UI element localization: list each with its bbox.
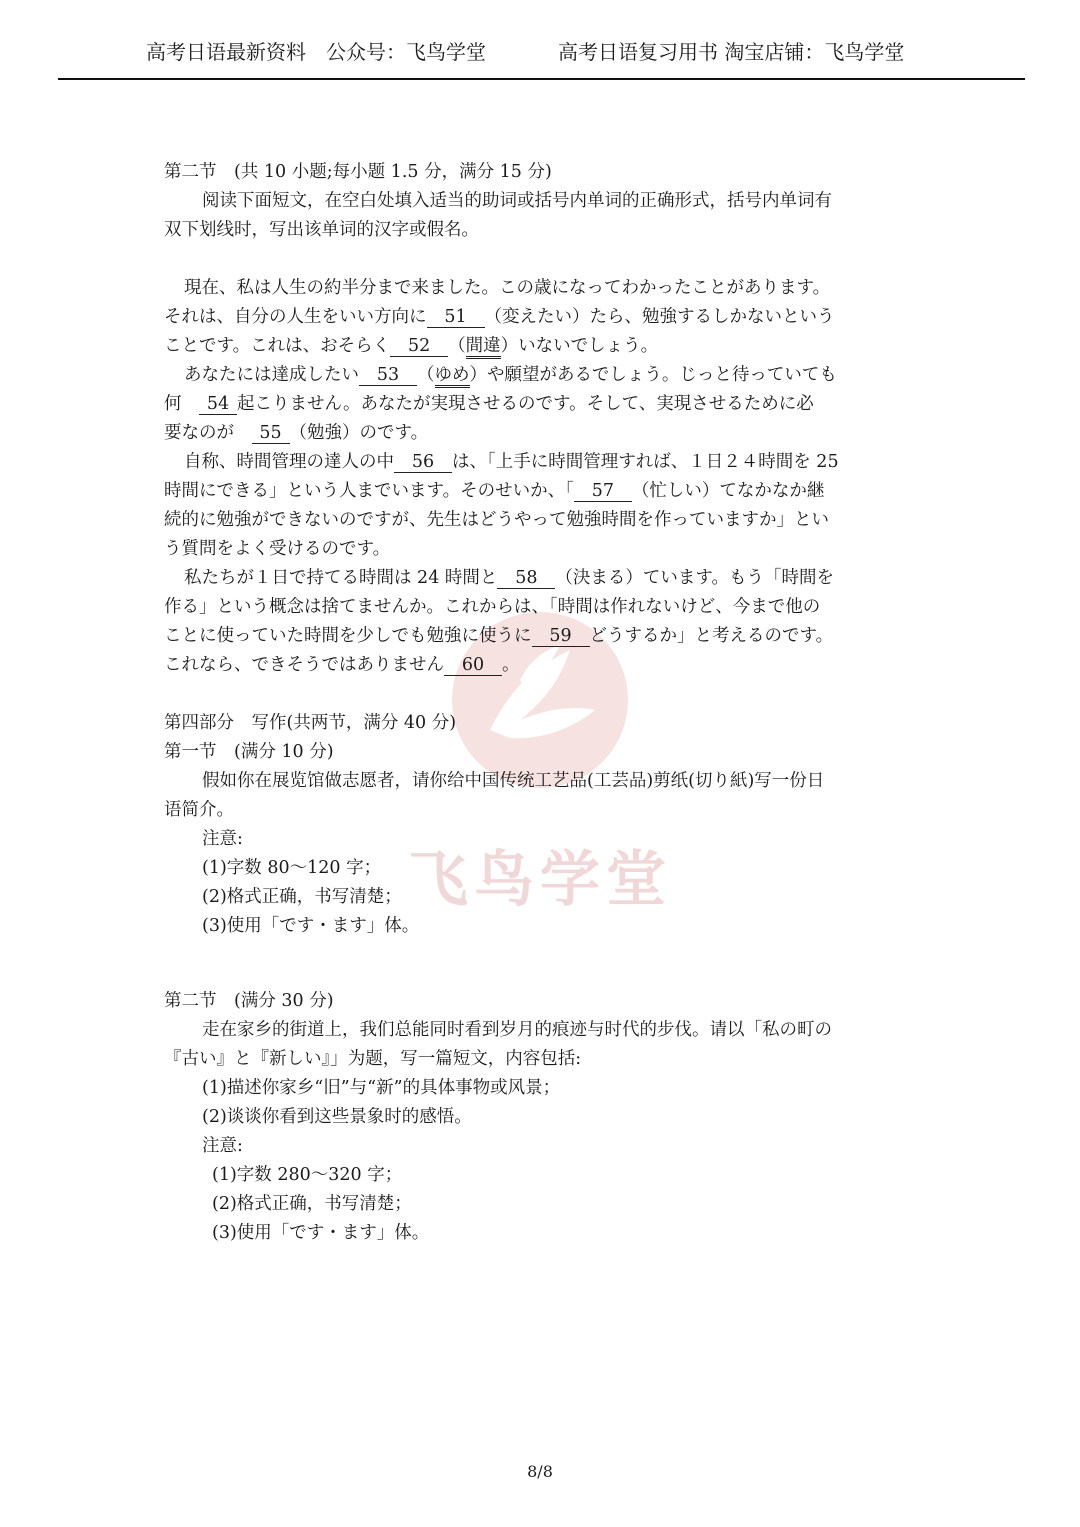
blank-53: 53 [359, 365, 417, 386]
section1-note-item: (1)字数 80～120 字； [202, 858, 382, 878]
section1-prompt-line1: 假如你在展览馆做志愿者，请你给中国传统工艺品(工芸品)剪纸(切り紙)写一份日 [202, 771, 825, 791]
header-right-text: 高考日语复习用书 淘宝店铺：飞鸟学堂 [558, 40, 905, 64]
page-number: 8/8 [527, 1462, 553, 1481]
blank-58: 58 [497, 568, 555, 589]
double-underlined-word: ゆめ [435, 365, 470, 388]
section1-note-label: 注意: [202, 829, 243, 849]
passage-line: 自称、時間管理の達人の中 56 は、「上手に時間管理すれば、１日２４時間を 25 [184, 452, 839, 472]
section2-note-label: 注意: [202, 1136, 243, 1156]
passage-line: 続的に勉強ができないのですが、先生はどうやって勉強時間を作っていますか」とい [164, 510, 829, 530]
blank-54: 54 [199, 394, 237, 415]
section2-note-item: (2)格式正确，书写清楚； [212, 1194, 412, 1214]
passage-line: 時間にできる」という人までいます。そのせいか、「 57 （忙しい）てなかなか継 [164, 481, 825, 501]
section2-note-item: (3)使用「です・ます」体。 [212, 1223, 430, 1243]
section1-prompt-line2: 语简介。 [164, 800, 234, 820]
blank-55: 55 [252, 423, 290, 444]
blank-60: 60 [444, 655, 502, 676]
part4-title: 第四部分 写作(共两节，满分 40 分) [164, 713, 457, 733]
section2-instruction-line1: 阅读下面短文，在空白处填入适当的助词或括号内单词的正确形式，括号内单词有 [202, 191, 832, 211]
blank-59: 59 [532, 626, 590, 647]
passage-line: 私たちが１日で持てる時間は 24 時間と 58 （決まる）ています。もう「時間を [184, 568, 835, 588]
section2-prompt-line2: 『古い』と『新しい』」为题，写一篇短文，内容包括: [164, 1049, 582, 1069]
blank-56: 56 [394, 452, 452, 473]
section2-prompt-line1: 走在家乡的街道上，我们总能同时看到岁月的痕迹与时代的步伐。请以「私の町の [202, 1020, 832, 1040]
passage-line: それは、自分の人生をいい方向に 51 （変えたい）たら、勉強するしかないという [164, 307, 835, 327]
blank-51: 51 [427, 307, 485, 328]
passage-line: これなら、できそうではありません 60 。 [164, 655, 520, 675]
blank-57: 57 [574, 481, 632, 502]
section2-content-item: (2)谈谈你看到这些景象时的感悟。 [202, 1107, 472, 1127]
watermark-text: 飞鸟学堂 [408, 845, 672, 915]
blank-52: 52 [390, 336, 448, 357]
passage-line: ことです。これは、おそらく 52 （間違）いないでしょう。 [164, 332, 919, 361]
page-header [58, 36, 1025, 80]
passage-line: 何 54 起こりません。あなたが実現させるのです。そして、実現させるために必 [164, 394, 814, 414]
passage-line: ことに使っていた時間を少しでも勉強に使うに 59 どうするか」と考えるのです。 [164, 626, 834, 646]
double-underlined-word: 間違 [466, 336, 501, 359]
document-body [164, 158, 919, 1248]
section1-note-item: (3)使用「です・ます」体。 [202, 916, 420, 936]
part4-section1-title: 第一节 (满分 10 分) [164, 742, 334, 762]
passage-line: 現在、私は人生の約半分まで来ました。この歳になってわかったことがあります。 [184, 278, 831, 298]
section2-content-item: (1)描述你家乡“旧”与“新”的具体事物或风景； [202, 1078, 561, 1098]
part4-section2-title: 第二节 (满分 30 分) [164, 991, 334, 1011]
passage-line: う質問をよく受けるのです。 [164, 539, 391, 559]
section2-title: 第二节 (共 10 小题;每小题 1.5 分，满分 15 分) [164, 162, 552, 182]
header-left-text: 高考日语最新资料 公众号：飞鸟学堂 [146, 40, 486, 64]
section1-note-item: (2)格式正确，书写清楚； [202, 887, 402, 907]
section2-instruction-line2: 双下划线时，写出该单词的汉字或假名。 [164, 220, 479, 240]
section2-note-item: (1)字数 280～320 字； [212, 1165, 403, 1185]
passage-line: あなたには達成したい 53 （ゆめ）や願望があるでしょう。じっと待っていても [164, 361, 919, 390]
passage-line: 作る」という概念は捨てませんか。これからは、「時間は作れないけど、今まで他の [164, 597, 821, 617]
passage-line: 要なのが 55 （勉強）のです。 [164, 423, 429, 443]
